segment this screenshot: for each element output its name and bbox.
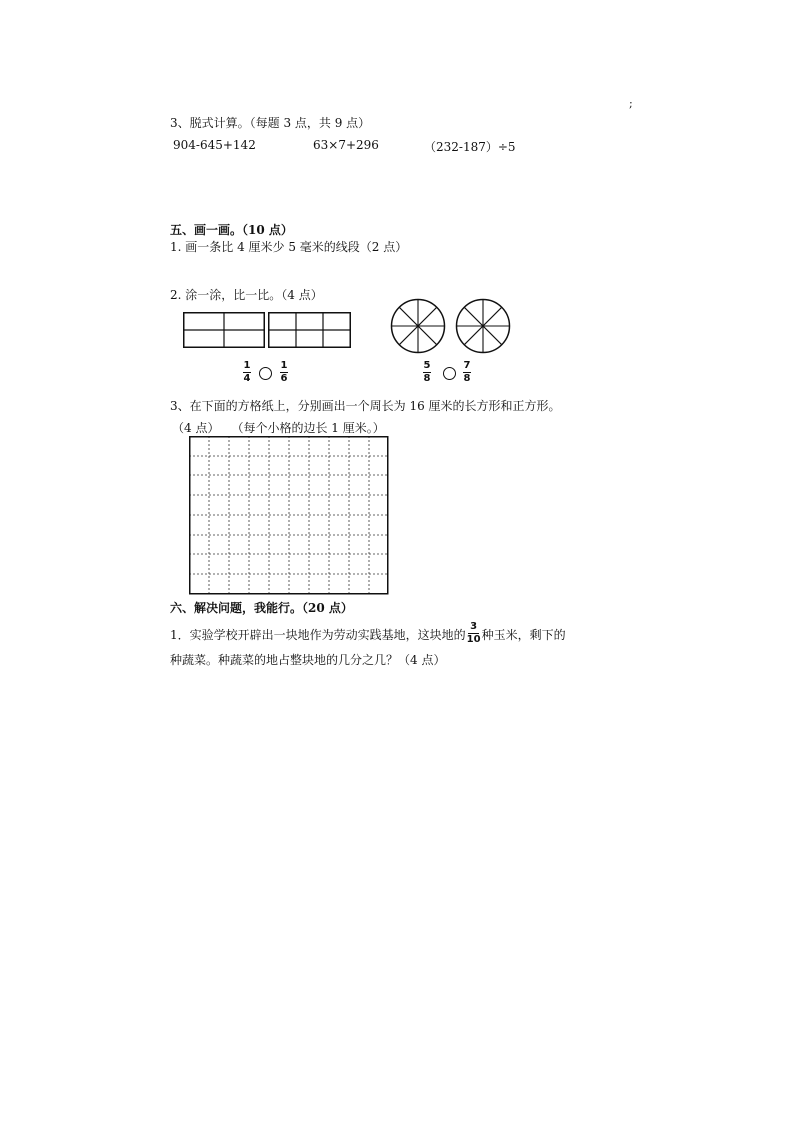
fraction-seven-eighths: 7 8 (463, 360, 471, 384)
compare-circle-blank-2[interactable] (443, 367, 456, 380)
fraction-five-eighths: 5 8 (423, 360, 431, 384)
section5-item1: 1. 画一条比 4 厘米少 5 毫米的线段（2 点） (170, 240, 408, 254)
grid-paper[interactable] (189, 436, 389, 595)
rect-diagram-sixths (268, 312, 351, 348)
fraction-one-quarter: 1 4 (243, 360, 251, 384)
section5-title: 五、画一画。（10 点） (170, 223, 293, 237)
section6-title: 六、解决问题，我能行。（20 点） (170, 601, 353, 615)
section5-item3-line1: 3、在下面的方格纸上，分别画出一个周长为 16 厘米的长方形和正方形。 (170, 399, 561, 413)
problem1-text-before: 1．实验学校开辟出一块地作为劳动实践基地，这块地的 (170, 628, 466, 642)
section6-problem1-line2: 种蔬菜。种蔬菜的地占整块地的几分之几？（4 点） (170, 653, 446, 667)
rect-diagram-quarters (183, 312, 265, 348)
compare-circle-blank-1[interactable] (259, 367, 272, 380)
fraction-one-sixth: 1 6 (280, 360, 288, 384)
section5-item3-line2: （4 点） （每个小格的边长 1 厘米。） (172, 421, 385, 435)
q3-expr-3: （232-187）÷5 (424, 140, 516, 154)
problem1-text-after: 种玉米，剩下的 (481, 628, 566, 642)
circle-diagram-right (455, 298, 511, 354)
q3-title: 3、脱式计算。（每题 3 点，共 9 点） (170, 116, 371, 130)
section6-problem1-line1 (170, 621, 566, 647)
corner-mark: ; (629, 97, 633, 110)
q3-expr-1: 904-645+142 (173, 138, 256, 152)
fraction-three-tenths: $\frac{3}{10}$ (466, 621, 481, 645)
circle-diagram-left (390, 298, 446, 354)
section5-item2-title: 2. 涂一涂，比一比。（4 点） (170, 288, 323, 302)
q3-expr-2: 63×7+296 (313, 138, 379, 152)
